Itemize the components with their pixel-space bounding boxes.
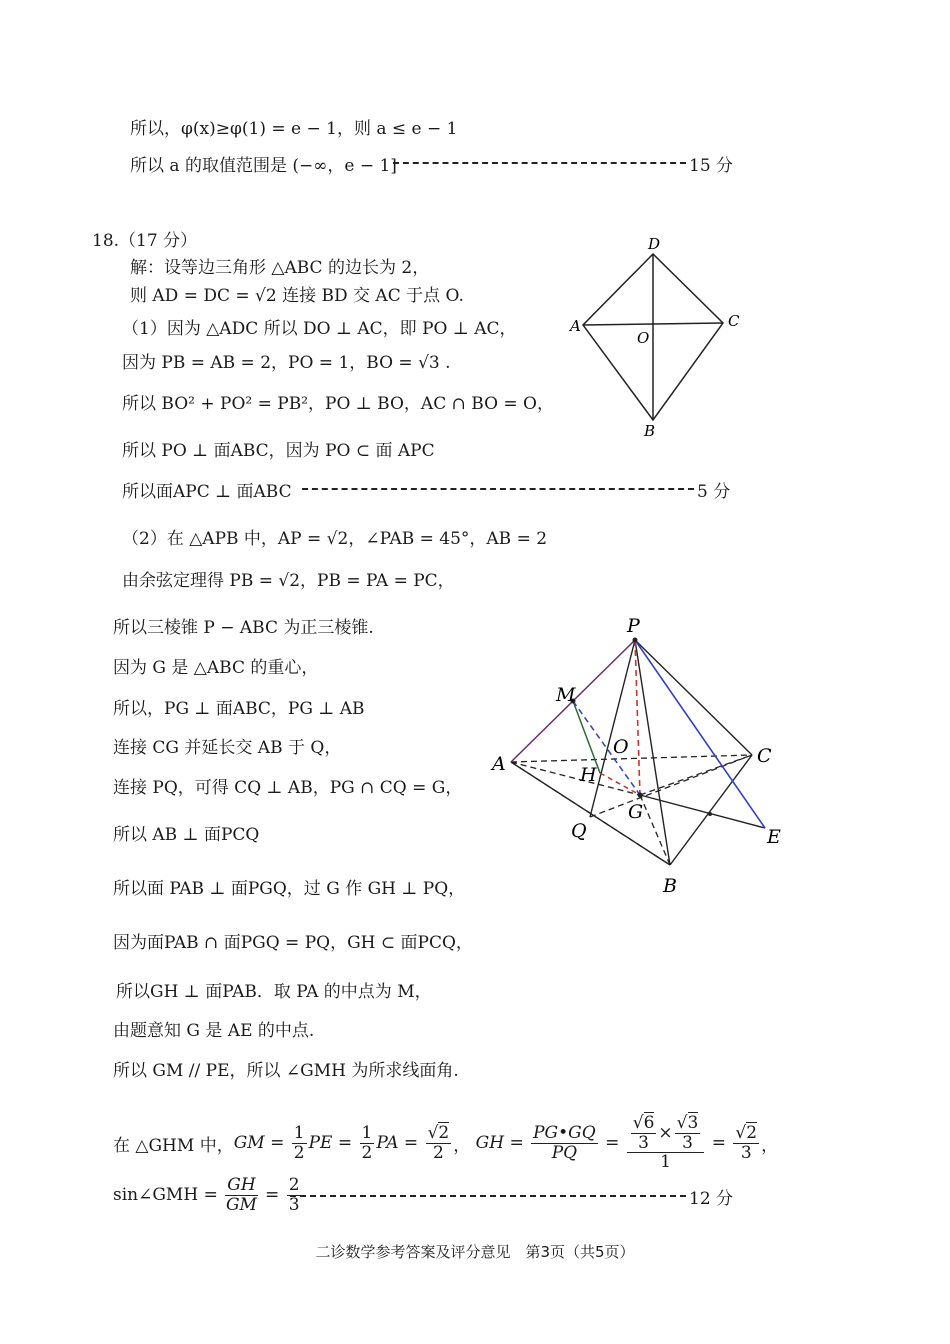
q18-p1-line1: （1）因为 △ADC 所以 DO ⊥ AC，即 PO ⊥ AC， (122, 319, 517, 339)
ghm-prefix: 在 △GHM 中， (113, 1135, 234, 1156)
q18-p2-line10: 因为面PAB ∩ 面PGQ = PQ，GH ⊂ 面PCQ， (113, 933, 473, 953)
q18-p2-line8: 所以 AB ⊥ 面PCQ (113, 825, 260, 845)
segment-gc-hidden (640, 755, 752, 795)
q18-p1-line4: 所以 PO ⊥ 面ABC，因为 PO ⊂ 面 APC (122, 441, 435, 461)
score-leader (302, 488, 694, 490)
label-b: B (644, 422, 656, 440)
label-p: P (627, 615, 640, 637)
q18-ghm-computation: 在 △GHM 中， GM = $\frac{1}{2}$ PE = $\frac{1}{2}$ PA = $\frac{√2}{2}$ ， GH = $\frac{PG•GQ}{PQ}$ = $\frac{√6}{3}$ × $\frac{√3}{3}$ 1 = $\frac{√2}{3}$ ， (113, 1113, 779, 1173)
label-m: M (556, 684, 576, 706)
q18-p2-line2: 由余弦定理得 PB = √2，PB = PA = PC， (122, 571, 455, 591)
q17-range-line: 所以 a 的取值范围是 (−∞，e − 1] (130, 156, 397, 176)
point-p (633, 638, 638, 643)
q18-intro-line1: 解：设等边三角形 △ABC 的边长为 2， (130, 258, 430, 278)
q18-intro-line2: 则 AD = DC = √2 连接 BD 交 AC 于点 O. (130, 286, 464, 306)
q18-p2-line11: 所以GH ⊥ 面PAB．取 PA 的中点为 M， (116, 982, 432, 1002)
q18-header: 18.（17 分） (92, 231, 198, 251)
segment-hg (600, 773, 640, 795)
label-o: O (637, 329, 650, 347)
label-a: A (570, 317, 581, 335)
label-d: D (648, 235, 661, 253)
label-h: H (580, 764, 597, 786)
q18-p1-line2: 因为 PB = AB = 2，PO = 1，BO = √3 . (122, 353, 451, 373)
edge-pc (635, 640, 752, 755)
sin-prefix: sin∠GMH = (113, 1185, 218, 1206)
label-g: G (628, 801, 644, 823)
segment-mh (573, 701, 600, 773)
q18-p2-line7: 连接 PQ，可得 CQ ⊥ AB，PG ∩ CQ = G， (113, 778, 463, 798)
figure-pyramid (480, 610, 800, 900)
edge-pq (590, 640, 635, 817)
edge-bc (670, 755, 752, 865)
label-c: C (757, 745, 772, 767)
q18-p1-line3: 所以 BO² + PO² = PB²，PO ⊥ BO，AC ∩ BO = O， (122, 394, 554, 414)
q18-p2-line9: 所以面 PAB ⊥ 面PGQ，过 G 作 GH ⊥ PQ， (113, 879, 466, 899)
q18-p1-line5: 所以面APC ⊥ 面ABC (122, 482, 292, 502)
point-on-ge (708, 812, 712, 816)
label-a: A (492, 753, 506, 775)
score-leader (393, 162, 686, 164)
q17-conclusion-line: 所以，φ(x)≥φ(1) = e − 1，则 a ≤ e − 1 (130, 119, 458, 139)
segment-ac (583, 323, 723, 325)
q18-p2-line1: （2）在 △APB 中，AP = √2，∠PAB = 45°，AB = 2 (122, 529, 548, 549)
q18-sin-result: sin∠GMH = $\frac{GH}{GM}$ = $\frac{2}{3}$ (113, 1175, 300, 1215)
q18-p2-line12: 由题意知 G 是 AE 的中点. (113, 1021, 315, 1041)
q18-p2-line6: 连接 CG 并延长交 AB 于 Q， (113, 738, 342, 758)
q18-p1-score: 5 分 (697, 482, 731, 502)
q18-p2-score: 12 分 (689, 1189, 734, 1209)
label-b: B (663, 875, 677, 897)
point-g (638, 793, 643, 798)
q17-score: 15 分 (689, 156, 734, 176)
edge-pb (635, 640, 670, 865)
page-footer: 二诊数学参考答案及评分意见 第3页（共5页） (315, 1243, 635, 1261)
figure-rhombus (560, 232, 760, 442)
q18-p2-line13: 所以 GM // PE，所以 ∠GMH 为所求线面角. (113, 1061, 459, 1081)
label-o: O (613, 736, 629, 758)
q18-p2-line3: 所以三棱锥 P − ABC 为正三棱锥. (113, 618, 374, 638)
label-q: Q (571, 820, 587, 842)
label-e: E (767, 826, 781, 848)
score-leader (290, 1195, 686, 1197)
segment-pe (635, 640, 765, 828)
q18-p2-line5: 所以，PG ⊥ 面ABC，PG ⊥ AB (113, 699, 365, 719)
q18-p2-line4: 因为 G 是 △ABC 的重心， (113, 658, 319, 678)
label-c: C (728, 312, 740, 330)
